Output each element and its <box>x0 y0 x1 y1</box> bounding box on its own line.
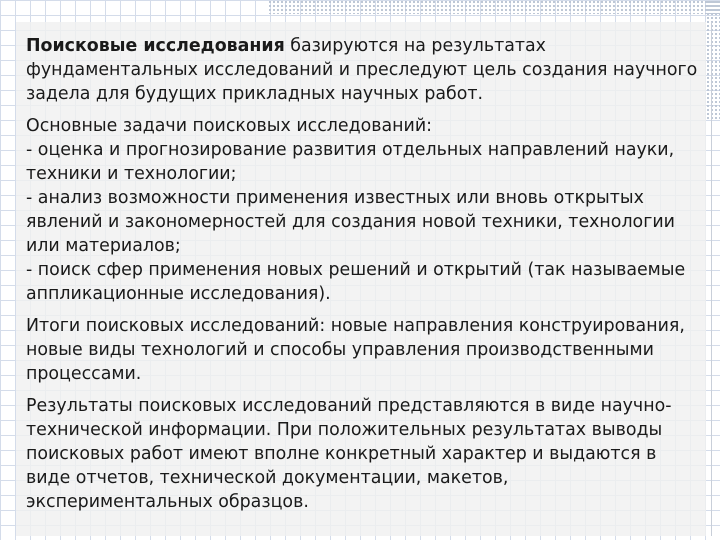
paragraph-exploratory-research-text: базируются на результатах фундаментальных исследований и преследуют цель создания научного задела для будущих прикладных научных работ. <box>26 36 698 104</box>
term-exploratory-research: Поисковые исследования <box>26 36 285 56</box>
slide-body <box>26 34 698 522</box>
task-item-forecasting: - оценка и прогнозирование развития отдельных направлений науки, техники и технологии; <box>26 140 675 184</box>
paragraph-research-outcomes: Итоги поисковых исследований: новые направления конструирования, новые виды технологий и способы управления производственными процессами. <box>26 316 685 384</box>
right-dot-pattern <box>706 0 720 120</box>
task-item-application-search: - поиск сфер применения новых решений и открытий (так называемые аппликационные исследования). <box>26 260 686 304</box>
task-item-phenomena-analysis: - анализ возможности применения известных или вновь открытых явлений и закономерностей для создания новой техники, технологии или материалов; <box>26 188 675 256</box>
main-tasks-heading: Основные задачи поисковых исследований: <box>26 116 432 136</box>
top-dot-pattern <box>268 0 720 14</box>
paragraph-exploratory-research <box>26 34 698 106</box>
paragraph-main-tasks <box>26 114 698 306</box>
paragraph-research-results: Результаты поисковых исследований представляются в виде научно-технической информации. При положительных результатах выводы поисковых работ имеют вполне конкретный характер и выдаются в виде отчетов, технической документации, макетов, экспериментальных образцов. <box>26 396 672 512</box>
